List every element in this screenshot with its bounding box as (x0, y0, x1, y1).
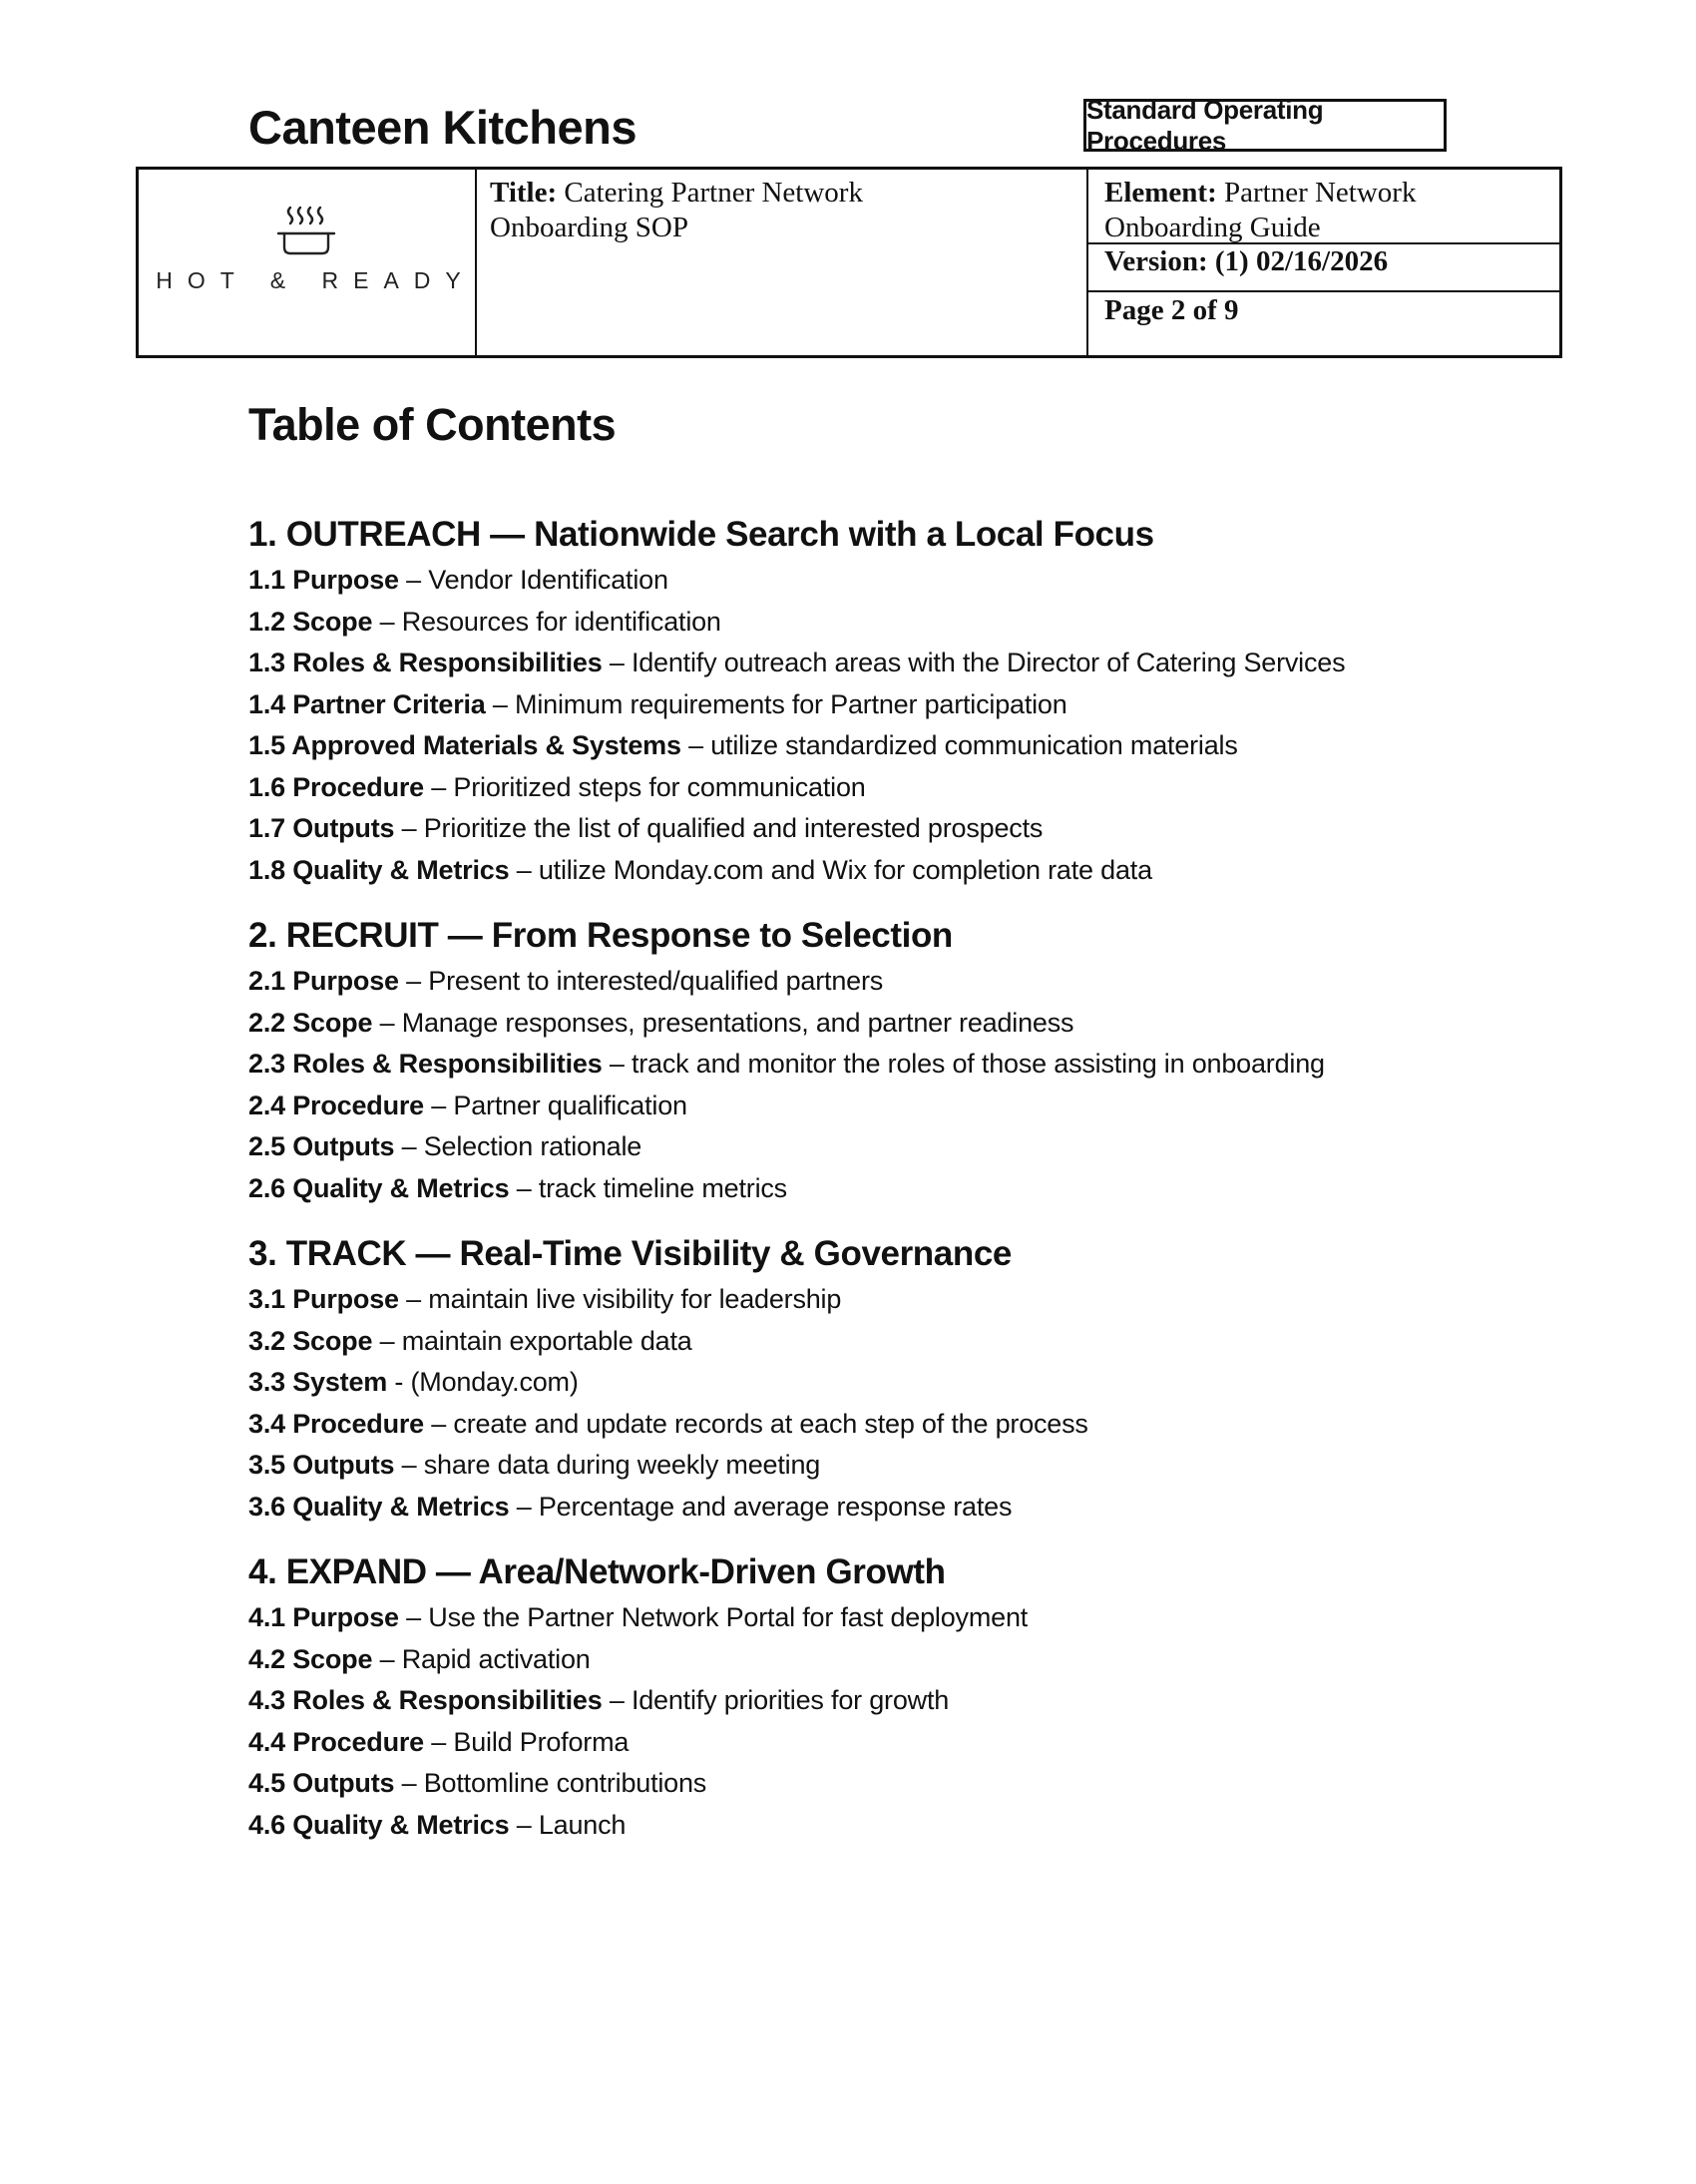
toc-item (248, 1168, 1565, 1210)
version-text: Version: (1) 02/16/2026 (1104, 245, 1389, 277)
toc-item-label: 1.8 Quality & Metrics (248, 854, 510, 885)
toc-item (248, 560, 1565, 602)
toc-item (248, 1362, 1565, 1404)
header-divider (1086, 170, 1088, 355)
toc-item-text: utilize standardized communication materials (710, 730, 1238, 760)
toc-item-text: (Monday.com) (410, 1367, 579, 1397)
toc-item-label: 3.6 Quality & Metrics (248, 1491, 510, 1522)
toc-item-separator: – (602, 648, 632, 677)
toc-item-separator: – (509, 854, 539, 885)
toc-item-text: Prioritized steps for communication (453, 771, 866, 802)
toc-item-text: Identify outreach areas with the Director of Catering Services (631, 648, 1346, 677)
toc-item-separator: – (398, 1284, 429, 1314)
title-label: Title: (490, 177, 558, 209)
toc-item-separator: – (509, 1491, 539, 1522)
toc-item-text: Use the Partner Network Portal for fast deployment (428, 1602, 1029, 1632)
toc-item (248, 1722, 1565, 1764)
sop-label-box: Standard Operating Procedures (1083, 99, 1447, 152)
toc-item-label: 1.7 Outputs (248, 813, 395, 843)
toc-item-label: 2.2 Scope (248, 1007, 373, 1038)
toc-item-separator: – (680, 730, 711, 760)
toc-item-text: utilize Monday.com and Wix for completion rate data (538, 854, 1152, 885)
toc-item-text: Manage responses, presentations, and partner readiness (401, 1007, 1074, 1038)
element-label: Element: (1104, 177, 1217, 209)
toc-item (248, 684, 1565, 726)
toc-item-separator: – (372, 1325, 402, 1356)
section-heading: 3. TRACK — Real-Time Visibility & Governance (248, 1234, 1012, 1273)
toc-item (248, 850, 1565, 892)
toc-title: Table of Contents (248, 399, 617, 450)
toc-item-separator: – (424, 1726, 454, 1757)
toc-item-label: 1.1 Purpose (248, 565, 399, 595)
toc-item-text: Present to interested/qualified partners (428, 966, 884, 996)
toc-item-label: 3.2 Scope (248, 1325, 373, 1356)
toc-item-text: Selection rationale (423, 1131, 642, 1161)
page-number: Page 2 of 9 (1104, 294, 1239, 326)
logo (139, 170, 478, 355)
toc-item-label: 4.4 Procedure (248, 1726, 424, 1757)
toc-item-separator: – (398, 966, 429, 996)
toc-item-label: 1.3 Roles & Responsibilities (248, 648, 603, 677)
toc-item-separator: – (509, 1809, 539, 1840)
toc-item (248, 1404, 1565, 1446)
toc-section (248, 1549, 1565, 1846)
section-heading: 2. RECRUIT — From Response to Selection (248, 916, 953, 955)
toc-section (248, 1231, 1565, 1528)
toc-item-label: 4.3 Roles & Responsibilities (248, 1685, 603, 1715)
toc-item (248, 1279, 1565, 1321)
toc-item (248, 1126, 1565, 1168)
toc-item-text: share data during weekly meeting (423, 1450, 821, 1480)
toc-item (248, 1003, 1565, 1045)
toc-item-separator: – (372, 606, 402, 637)
toc-item-text: Bottomline contributions (423, 1768, 707, 1798)
toc-item-text: Resources for identification (401, 606, 721, 637)
element-value: Partner Network Onboarding Guide (1104, 177, 1417, 243)
hot-dish-icon (274, 204, 338, 259)
toc-item-text: Build Proforma (453, 1726, 630, 1757)
toc-item-label: 3.5 Outputs (248, 1450, 395, 1480)
toc-item (248, 1086, 1565, 1127)
title-value: Catering Partner Network Onboarding SOP (490, 177, 863, 243)
toc-item-label: 2.6 Quality & Metrics (248, 1172, 510, 1203)
toc-item-separator: – (394, 1450, 424, 1480)
toc-item-separator: – (602, 1685, 632, 1715)
toc-item (248, 767, 1565, 809)
toc-item-separator: – (394, 813, 424, 843)
logo-tagline: HOT & READY (156, 267, 476, 293)
toc-item-label: 4.2 Scope (248, 1643, 373, 1674)
toc-item-text: maintain live visibility for leadership (428, 1284, 842, 1314)
toc-item-text: track and monitor the roles of those assisting in onboarding (631, 1049, 1325, 1079)
toc-item (248, 1597, 1565, 1639)
toc-item-label: 1.5 Approved Materials & Systems (248, 730, 681, 760)
toc-item-label: 3.1 Purpose (248, 1284, 399, 1314)
sop-title (490, 176, 889, 245)
company-name: Canteen Kitchens (248, 101, 636, 154)
toc-sections (248, 512, 1565, 1868)
toc-item-label: 3.3 System (248, 1367, 388, 1397)
toc-item-separator: – (424, 771, 454, 802)
toc-item (248, 602, 1565, 644)
toc-item-separator: – (398, 565, 429, 595)
toc-item-text: Vendor Identification (428, 565, 668, 595)
toc-item (248, 1321, 1565, 1363)
toc-item (248, 1044, 1565, 1086)
toc-item (248, 1763, 1565, 1805)
toc-item-text: Identify priorities for growth (631, 1685, 950, 1715)
sop-element (1104, 176, 1543, 245)
toc-item-label: 3.4 Procedure (248, 1408, 424, 1439)
toc-item-label: 2.4 Procedure (248, 1090, 424, 1120)
toc-item-separator: – (424, 1090, 454, 1120)
toc-section (248, 913, 1565, 1209)
toc-item (248, 808, 1565, 850)
toc-item-text: maintain exportable data (401, 1325, 692, 1356)
toc-item-separator: – (424, 1408, 454, 1439)
toc-item-separator: – (372, 1007, 402, 1038)
toc-item (248, 643, 1565, 684)
toc-item-label: 2.5 Outputs (248, 1131, 395, 1161)
toc-section (248, 512, 1565, 891)
toc-item-separator: – (398, 1602, 429, 1632)
toc-item-separator: – (485, 688, 516, 719)
toc-item (248, 1487, 1565, 1529)
toc-item-separator: – (509, 1172, 539, 1203)
toc-item (248, 1805, 1565, 1847)
toc-item (248, 1680, 1565, 1722)
toc-item (248, 1639, 1565, 1681)
toc-item (248, 1445, 1565, 1487)
toc-item-label: 4.1 Purpose (248, 1602, 399, 1632)
toc-item-text: Rapid activation (401, 1643, 591, 1674)
toc-item-text: create and update records at each step of the process (453, 1408, 1088, 1439)
toc-item (248, 725, 1565, 767)
toc-item-text: Prioritize the list of qualified and interested prospects (423, 813, 1044, 843)
toc-item-separator: – (394, 1768, 424, 1798)
toc-item-separator: – (372, 1643, 402, 1674)
toc-item-separator: - (387, 1367, 411, 1397)
toc-item-separator: – (602, 1049, 632, 1079)
toc-item-label: 1.6 Procedure (248, 771, 424, 802)
header-divider (1086, 290, 1559, 292)
section-heading: 4. EXPAND — Area/Network-Driven Growth (248, 1552, 946, 1591)
toc-item-label: 1.2 Scope (248, 606, 373, 637)
toc-item-label: 1.4 Partner Criteria (248, 688, 486, 719)
toc-item-label: 2.3 Roles & Responsibilities (248, 1049, 603, 1079)
toc-item-text: Launch (538, 1809, 627, 1840)
toc-item-text: Partner qualification (453, 1090, 687, 1120)
section-heading: 1. OUTREACH — Nationwide Search with a Local Focus (248, 515, 1154, 554)
toc-item-separator: – (394, 1131, 424, 1161)
toc-item-label: 2.1 Purpose (248, 966, 399, 996)
toc-item-label: 4.5 Outputs (248, 1768, 395, 1798)
toc-item-label: 4.6 Quality & Metrics (248, 1809, 510, 1840)
document-header-table (136, 167, 1562, 358)
toc-item-text: Minimum requirements for Partner participation (515, 688, 1067, 719)
toc-item (248, 961, 1565, 1003)
toc-item-text: track timeline metrics (538, 1172, 787, 1203)
toc-item-text: Percentage and average response rates (538, 1491, 1013, 1522)
